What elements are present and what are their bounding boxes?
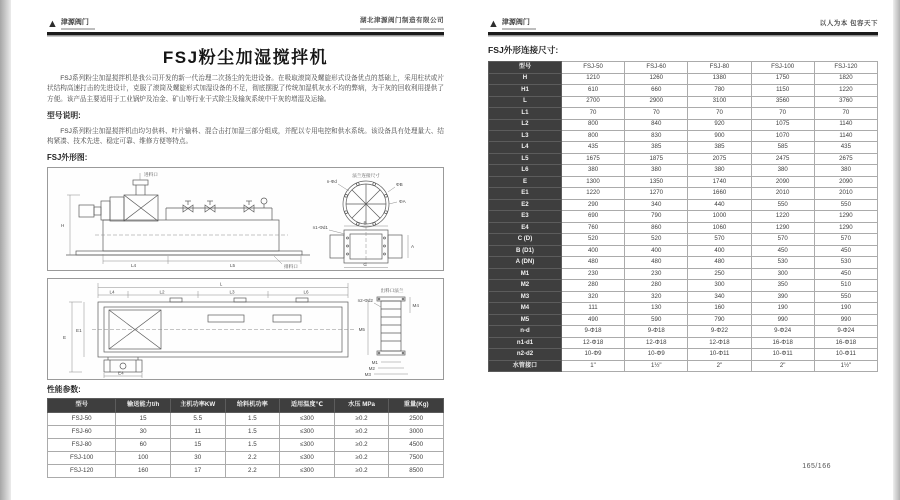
cell: 2.2 (225, 465, 280, 478)
cell: 1070 (751, 131, 814, 142)
dim-l5: L5 (230, 262, 236, 268)
cell: 70 (814, 108, 877, 119)
table-row (489, 211, 878, 222)
brand-logo-icon: ▲ (47, 17, 58, 30)
cell: 3000 (389, 426, 444, 439)
row-label: C (D) (489, 234, 562, 245)
cell: 2090 (814, 176, 877, 187)
cell: 385 (688, 142, 751, 153)
cell: 70 (561, 108, 624, 119)
row-label: E3 (489, 211, 562, 222)
cell: 15 (116, 413, 171, 426)
cell: 570 (688, 234, 751, 245)
cell: 800 (561, 131, 624, 142)
header-rule (488, 32, 878, 35)
cell: 16-Φ18 (751, 337, 814, 348)
page-left (11, 0, 448, 500)
cell: 435 (561, 142, 624, 153)
row-label: L (489, 96, 562, 107)
cell: 920 (688, 119, 751, 130)
cell: 780 (688, 85, 751, 96)
row-label: n2-d2 (489, 349, 562, 360)
dim-m2: M2 (368, 365, 375, 371)
row-label: L2 (489, 119, 562, 130)
cell: 760 (561, 222, 624, 233)
row-label: n1-d1 (489, 337, 562, 348)
table-row (48, 452, 444, 465)
cell: 11 (170, 426, 225, 439)
cell: 3100 (688, 96, 751, 107)
table-row (489, 165, 878, 176)
cell: 9-Φ18 (561, 326, 624, 337)
cell: 30 (170, 452, 225, 465)
cell: ≥0.2 (334, 465, 389, 478)
cell: 2.2 (225, 452, 280, 465)
outline-drawing-side-view (47, 167, 444, 271)
dim-phib: ΦB (396, 181, 403, 187)
fine-print-line (61, 28, 95, 30)
cell: 450 (814, 245, 877, 256)
brand-name: 津源阀门 (501, 18, 530, 26)
dimensions-heading: FSJ外形连接尺寸: (488, 44, 559, 55)
cell: 12-Φ18 (625, 337, 688, 348)
outlet-label: 排料口 (284, 263, 298, 269)
row-label: E1 (489, 188, 562, 199)
cell: 1290 (814, 211, 877, 222)
cell: 190 (814, 303, 877, 314)
brand-left (47, 19, 95, 30)
table-row (489, 188, 878, 199)
dim-a: A (411, 243, 415, 249)
cell: 585 (751, 142, 814, 153)
dim-e: E (63, 334, 67, 340)
cell: ≤300 (280, 452, 335, 465)
cell: 12-Φ18 (561, 337, 624, 348)
cell: 60 (116, 439, 171, 452)
cell: 1210 (561, 73, 624, 84)
cell: 1.5 (225, 426, 280, 439)
row-label: E (489, 176, 562, 187)
dim-m4: M4 (412, 302, 419, 308)
cell: 1½" (625, 360, 688, 371)
table-row (489, 291, 878, 302)
cell: 100 (116, 452, 171, 465)
cell: 340 (688, 291, 751, 302)
intro-paragraph: FSJ系列粉尘加湿搅拌机是我公司开发的新一代治理二次扬尘的先进设备。在吸取滚筒及螺旋形式设备优点的基础上，采用柱状或片状结构高速打击的先进设计，克服了滚筒及螺旋形式加湿设备的不足，彻底摆脱了传统加湿机灰水不均的弊病，为干灰的回收利用提供了方便。该产品主要适用于工业锅炉及冶金、矿山等行业干式除尘及输灰系统中干灰的增湿及运输。 (47, 74, 444, 103)
cell: 1820 (814, 73, 877, 84)
column-header: FSJ-120 (814, 61, 877, 73)
dim-l: L (219, 281, 223, 287)
row-label: M4 (489, 303, 562, 314)
cell: 690 (561, 211, 624, 222)
cell: 590 (625, 314, 688, 325)
cell: 480 (561, 257, 624, 268)
cell: 450 (814, 268, 877, 279)
dim-m3: M3 (364, 371, 371, 377)
company-name: 湖北津源阀门制造有限公司 (360, 16, 444, 24)
cell: 1½" (814, 360, 877, 371)
cell: 320 (561, 291, 624, 302)
model-note-heading: 型号说明: (47, 110, 81, 120)
cell: 550 (814, 291, 877, 302)
dim-l2: L2 (159, 289, 165, 295)
column-header: 重量(Kg) (389, 398, 444, 412)
bolt-square-label: n1-Φd1 (312, 224, 328, 230)
dim-phia: ΦA (399, 198, 406, 204)
cell: 380 (814, 165, 877, 176)
cell: 1380 (688, 73, 751, 84)
cell: 2090 (751, 176, 814, 187)
table-row (489, 85, 878, 96)
outline-heading: FSJ外形图: (47, 152, 88, 162)
cell: 5.5 (170, 413, 225, 426)
cell: 490 (561, 314, 624, 325)
dim-l3: L3 (229, 289, 235, 295)
cell: 1220 (814, 85, 877, 96)
cell: 30 (116, 426, 171, 439)
cell: 10-Φ11 (751, 349, 814, 360)
cell: 1.5 (225, 413, 280, 426)
flange-title: 法兰连接尺寸 (352, 172, 380, 178)
cell: 440 (688, 199, 751, 210)
cell: 2" (751, 360, 814, 371)
cell: ≥0.2 (334, 439, 389, 452)
page-right-header (488, 12, 878, 30)
cell: 1075 (751, 119, 814, 130)
cell: 480 (625, 257, 688, 268)
cell: 400 (561, 245, 624, 256)
cell: ≤300 (280, 426, 335, 439)
performance-heading: 性能参数: (47, 384, 81, 394)
cell: 2" (688, 360, 751, 371)
row-label: M2 (489, 280, 562, 291)
cell: 1140 (814, 119, 877, 130)
cell: 1290 (814, 222, 877, 233)
row-label: FSJ-80 (48, 439, 116, 452)
table-row (489, 349, 878, 360)
slogan: 以人为本 包容天下 (819, 20, 878, 27)
cell: 400 (625, 245, 688, 256)
cell: 790 (625, 211, 688, 222)
column-header: FSJ-80 (688, 61, 751, 73)
row-label: FSJ-60 (48, 426, 116, 439)
table-row (489, 234, 878, 245)
table-row (489, 303, 878, 314)
cell: 160 (688, 303, 751, 314)
dim-m5: M5 (358, 326, 365, 332)
cell: 1350 (625, 176, 688, 187)
cell: 9-Φ24 (814, 326, 877, 337)
page-title: FSJ粉尘加湿搅拌机 (162, 47, 329, 67)
cell: 300 (751, 268, 814, 279)
cell: 840 (625, 119, 688, 130)
row-label: FSJ-100 (48, 452, 116, 465)
cell: 10-Φ11 (688, 349, 751, 360)
cell: ≤300 (280, 413, 335, 426)
table-row (489, 326, 878, 337)
cell: 3560 (751, 96, 814, 107)
table-row (489, 337, 878, 348)
cell: 2675 (814, 153, 877, 164)
cell: 7500 (389, 452, 444, 465)
dim-e4: E4 (118, 370, 124, 376)
column-header: 适用温度℃ (280, 398, 335, 412)
row-label: L6 (489, 165, 562, 176)
cell: 160 (116, 465, 171, 478)
dim-m1: M1 (371, 359, 378, 365)
column-header: 水压 MPa (334, 398, 389, 412)
cell: 520 (625, 234, 688, 245)
table-row (489, 360, 878, 371)
dim-e1: E1 (76, 327, 82, 333)
cell: 10-Φ9 (625, 349, 688, 360)
dim-h: H (61, 222, 65, 228)
performance-header-row (48, 398, 444, 412)
cell: 350 (751, 280, 814, 291)
cell: ≥0.2 (334, 426, 389, 439)
table-row (489, 108, 878, 119)
table-row (489, 96, 878, 107)
header-rule (47, 32, 444, 35)
cell: 1" (561, 360, 624, 371)
cell: ≥0.2 (334, 413, 389, 426)
cell: 1150 (751, 85, 814, 96)
cell: 280 (561, 280, 624, 291)
cell: 1740 (688, 176, 751, 187)
dim-c: C (363, 261, 367, 267)
row-label: L3 (489, 131, 562, 142)
table-row (489, 257, 878, 268)
cell: 320 (625, 291, 688, 302)
cell: 1.5 (225, 439, 280, 452)
row-label: 水管接口 (489, 360, 562, 371)
cell: 530 (814, 257, 877, 268)
cell: 250 (688, 268, 751, 279)
cell: 2900 (625, 96, 688, 107)
table-row (489, 199, 878, 210)
cell: 990 (751, 314, 814, 325)
column-header: 型号 (48, 398, 116, 412)
brand-name: 津源阀门 (60, 18, 89, 26)
cell: 660 (625, 85, 688, 96)
scan-edge-left (0, 0, 11, 500)
cell: 1000 (688, 211, 751, 222)
column-header: FSJ-50 (561, 61, 624, 73)
cell: 380 (625, 165, 688, 176)
brand-right (488, 19, 536, 30)
cell: 1140 (814, 131, 877, 142)
cell: 340 (625, 199, 688, 210)
table-row (48, 465, 444, 478)
dimensions-header-row (489, 61, 878, 73)
row-label: A (DN) (489, 257, 562, 268)
cell: 1660 (688, 188, 751, 199)
cell: ≥0.2 (334, 452, 389, 465)
row-label: B (D1) (489, 245, 562, 256)
cell: 610 (561, 85, 624, 96)
cell: 2475 (751, 153, 814, 164)
cell: 16-Φ18 (814, 337, 877, 348)
dim-l4: L4 (131, 262, 137, 268)
cell: 1270 (625, 188, 688, 199)
cell: 2010 (751, 188, 814, 199)
cell: 12-Φ18 (688, 337, 751, 348)
table-row (489, 222, 878, 233)
cell: 230 (561, 268, 624, 279)
row-label: L1 (489, 108, 562, 119)
cell: 111 (561, 303, 624, 314)
cell: 800 (561, 119, 624, 130)
inlet-label: 进料口 (144, 171, 158, 177)
performance-table (47, 398, 444, 478)
column-header: FSJ-60 (625, 61, 688, 73)
cell: 1290 (751, 222, 814, 233)
cell: 390 (751, 291, 814, 302)
cell: 550 (814, 199, 877, 210)
cell: 990 (814, 314, 877, 325)
cell: 570 (751, 234, 814, 245)
column-header: 给料机功率 (225, 398, 280, 412)
page-left-header (47, 12, 444, 30)
cell: 290 (561, 199, 624, 210)
row-label: FSJ-50 (48, 413, 116, 426)
table-row (489, 176, 878, 187)
dim-l4: L4 (109, 289, 115, 295)
table-row (489, 314, 878, 325)
cell: 190 (751, 303, 814, 314)
row-label: n-d (489, 326, 562, 337)
cell: 10-Φ9 (561, 349, 624, 360)
page-number: 165/166 (802, 463, 831, 470)
cell: 1220 (561, 188, 624, 199)
table-row (489, 131, 878, 142)
cell: 520 (561, 234, 624, 245)
cell: 570 (814, 234, 877, 245)
cell: 550 (751, 199, 814, 210)
cell: 70 (688, 108, 751, 119)
table-row (489, 119, 878, 130)
cell: 9-Φ22 (688, 326, 751, 337)
cell: 1300 (561, 176, 624, 187)
cell: 1675 (561, 153, 624, 164)
cell: 385 (625, 142, 688, 153)
table-row (489, 142, 878, 153)
cell: 380 (561, 165, 624, 176)
cell: 300 (688, 280, 751, 291)
cell: 4500 (389, 439, 444, 452)
cell: 400 (688, 245, 751, 256)
column-header: 主机功率KW (170, 398, 225, 412)
table-row (489, 268, 878, 279)
dimensions-table (488, 61, 878, 373)
cell: 790 (688, 314, 751, 325)
cell: 860 (625, 222, 688, 233)
page-right (455, 0, 893, 500)
cell: 1060 (688, 222, 751, 233)
row-label: M1 (489, 268, 562, 279)
column-header: FSJ-100 (751, 61, 814, 73)
table-row (48, 439, 444, 452)
row-label: FSJ-120 (48, 465, 116, 478)
row-label: H (489, 73, 562, 84)
dim-l6: L6 (303, 289, 309, 295)
table-row (48, 426, 444, 439)
cell: 8500 (389, 465, 444, 478)
cell: 480 (688, 257, 751, 268)
model-note-paragraph: FSJ系列粉尘加湿搅拌机由均匀供料、叶片输料、混合击打加湿三部分组成，并配以专用电控和供水系统。该设备具有处理量大、结构紧凑、技术先进、稳定可靠、维修方便等特点。 (47, 127, 444, 146)
fine-print-line (360, 28, 444, 30)
cell: 2700 (561, 96, 624, 107)
table-row (489, 245, 878, 256)
cell: 10-Φ11 (814, 349, 877, 360)
cell: 280 (625, 280, 688, 291)
cell: 830 (625, 131, 688, 142)
row-label: E4 (489, 222, 562, 233)
cell: 9-Φ24 (751, 326, 814, 337)
row-label: M3 (489, 291, 562, 302)
table-row (489, 153, 878, 164)
outlet-flange-title: 出料口法兰 (380, 287, 404, 293)
cell: 70 (751, 108, 814, 119)
cell: 2075 (688, 153, 751, 164)
cell: 15 (170, 439, 225, 452)
cell: 130 (625, 303, 688, 314)
scan-edge-right (893, 0, 900, 500)
cell: 230 (625, 268, 688, 279)
cell: 380 (751, 165, 814, 176)
table-row (489, 280, 878, 291)
fine-print-line (502, 28, 536, 30)
table-row (489, 73, 878, 84)
row-label: E2 (489, 199, 562, 210)
cell: ≤300 (280, 465, 335, 478)
cell: 9-Φ18 (625, 326, 688, 337)
cell: 530 (751, 257, 814, 268)
row-label: M5 (489, 314, 562, 325)
cell: 2500 (389, 413, 444, 426)
cell: 2010 (814, 188, 877, 199)
cell: 435 (814, 142, 877, 153)
row-label: H1 (489, 85, 562, 96)
cell: 3760 (814, 96, 877, 107)
cell: 450 (751, 245, 814, 256)
row-label: L4 (489, 142, 562, 153)
cell: 70 (625, 108, 688, 119)
table-row (48, 413, 444, 426)
column-header: 输送能力t/h (116, 398, 171, 412)
cell: 380 (688, 165, 751, 176)
cell: ≤300 (280, 439, 335, 452)
cell: 1875 (625, 153, 688, 164)
dim-b: B (363, 220, 367, 226)
cell: 17 (170, 465, 225, 478)
cell: 1220 (751, 211, 814, 222)
row-label: L5 (489, 153, 562, 164)
cell: 900 (688, 131, 751, 142)
bolt-label: n2-Φd2 (357, 297, 373, 303)
brand-logo-icon: ▲ (488, 17, 499, 30)
cell: 1260 (625, 73, 688, 84)
cell: 510 (814, 280, 877, 291)
outline-drawing-top-view (47, 278, 444, 380)
bolt-circle-label: n-Φd (326, 178, 337, 184)
column-header: 型号 (489, 61, 562, 73)
cell: 1750 (751, 73, 814, 84)
